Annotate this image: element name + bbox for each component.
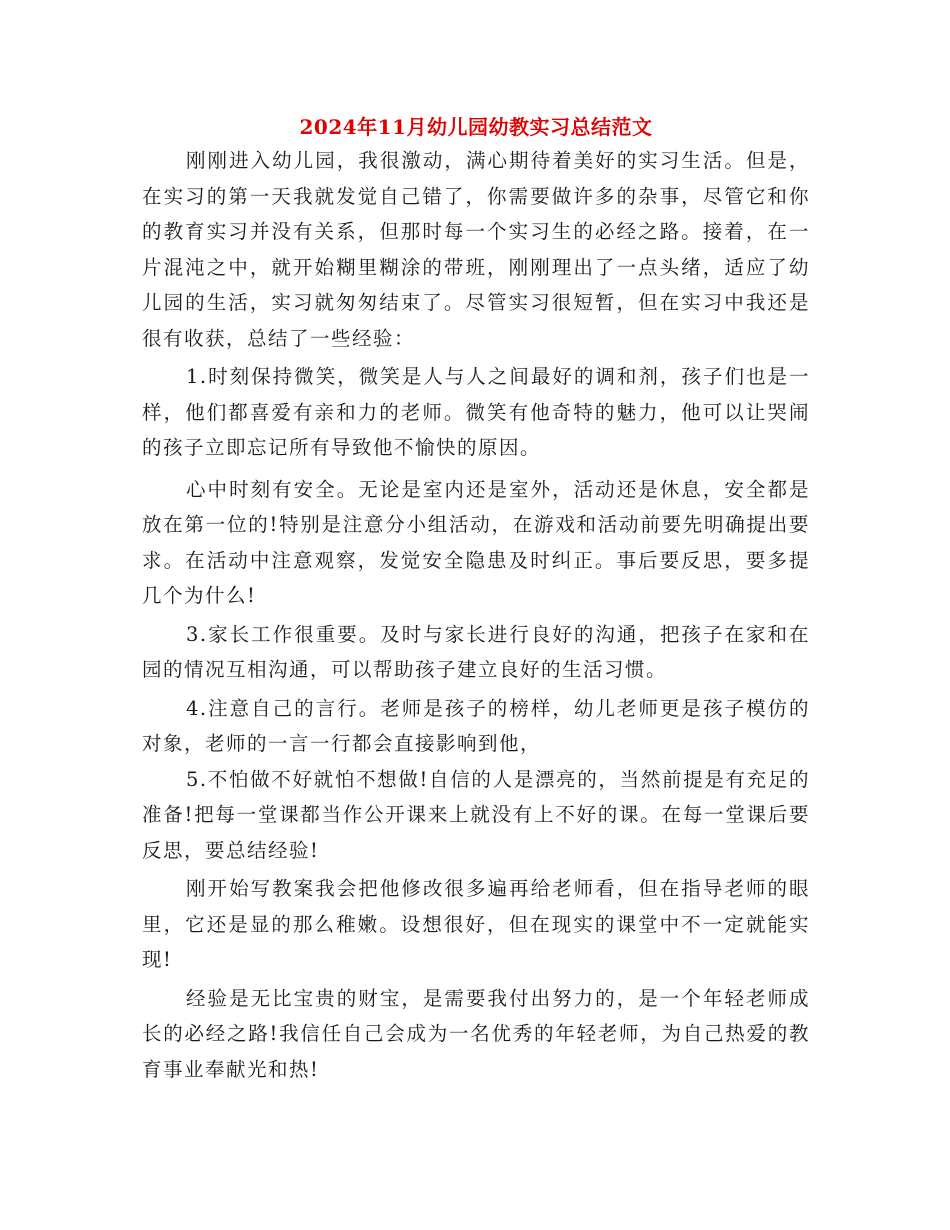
paragraph-parents: 3.家长工作很重要。及时与家长进行良好的沟通，把孩子在家和在园的情况互相沟通，可以帮助孩子建立良好的生活习惯。 (142, 622, 810, 681)
paragraph-conduct: 4.注意自己的言行。老师是孩子的榜样，幼儿老师更是孩子模仿的对象，老师的一言一行都会直接影响到他， (142, 696, 810, 755)
document-title: 2024年11月幼儿园幼教实习总结范文 (299, 115, 653, 139)
document-page (142, 112, 810, 1087)
paragraph-intro: 刚刚进入幼儿园，我很激动，满心期待着美好的实习生活。但是，在实习的第一天我就发觉自己错了，你需要做许多的杂事，尽管它和你的教育实习并没有关系，但那时每一个实习生的必经之路。接着，在一片混沌之中，就开始糊里糊涂的带班，刚刚理出了一点头绪，适应了幼儿园的生活，实习就匆匆结束了。尽管实习很短暂，但在实习中我还是很有收获，总结了一些经验： (142, 149, 810, 350)
paragraph-lesson-plans: 刚开始写教案我会把他修改很多遍再给老师看，但在指导老师的眼里，它还是显的那么稚嫩。设想很好，但在现实的课堂中不一定就能实现! (142, 877, 810, 971)
paragraph-smile: 1.时刻保持微笑，微笑是人与人之间最好的调和剂，孩子们也是一样，他们都喜爱有亲和力的老师。微笑有他奇特的魅力，他可以让哭闹的孩子立即忘记所有导致他不愉快的原因。 (142, 365, 810, 459)
paragraph-experience: 经验是无比宝贵的财宝，是需要我付出努力的，是一个年轻老师成长的必经之路!我信任自己会成为一名优秀的年轻老师，为自己热爱的教育事业奉献光和热! (142, 986, 810, 1081)
paragraph-safety: 心中时刻有安全。无论是室内还是室外，活动还是休息，安全都是放在第一位的!特别是注意分小组活动，在游戏和活动前要先明确提出要求。在活动中注意观察，发觉安全隐患及时纠正。事后要反思，要多提几个为什么! (142, 477, 810, 607)
paragraph-confidence: 5.不怕做不好就怕不想做!自信的人是漂亮的，当然前提是有充足的准备!把每一堂课都当作公开课来上就没有上不好的课。在每一堂课后要反思，要总结经验! (142, 767, 810, 862)
